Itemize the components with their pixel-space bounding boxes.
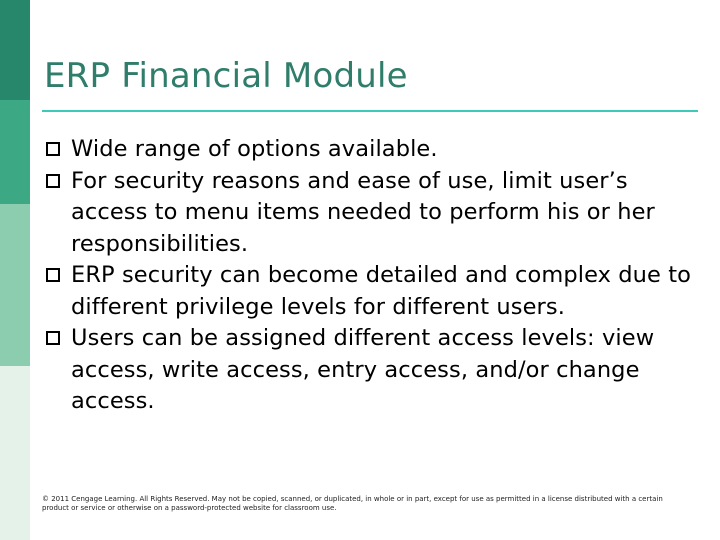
copyright-footer: © 2011 Cengage Learning. All Rights Reserved. May not be copied, scanned, or duplicated, in whole or in part, except for use as permitted in a license distributed with a certain product or service or otherwise on a password-protected website for classroom use. bbox=[42, 495, 663, 512]
sidebar-segment bbox=[0, 0, 30, 100]
bullet-item bbox=[44, 260, 694, 323]
bullet-text: Users can be assigned different access levels: view access, write access, entry access, and/or change access. bbox=[71, 325, 655, 414]
bullet-list bbox=[44, 134, 694, 418]
slide-title: ERP Financial Module bbox=[44, 56, 408, 96]
sidebar-segment bbox=[0, 366, 30, 540]
hollow-square-icon bbox=[46, 142, 60, 156]
bullet-item bbox=[44, 134, 694, 166]
bullet-item bbox=[44, 323, 694, 418]
hollow-square-icon bbox=[46, 174, 60, 188]
hollow-square-icon bbox=[46, 331, 60, 345]
bullet-text: Wide range of options available. bbox=[71, 136, 438, 162]
sidebar-segment bbox=[0, 204, 30, 366]
sidebar-segment bbox=[0, 100, 30, 204]
bullet-text: ERP security can become detailed and complex due to different privilege levels for different users. bbox=[71, 262, 692, 320]
sidebar-decoration bbox=[0, 0, 30, 540]
bullet-item bbox=[44, 166, 694, 261]
bullet-text: For security reasons and ease of use, limit user’s access to menu items needed to perform his or her responsibilities. bbox=[71, 167, 655, 257]
title-divider bbox=[42, 110, 698, 112]
hollow-square-icon bbox=[46, 268, 60, 282]
